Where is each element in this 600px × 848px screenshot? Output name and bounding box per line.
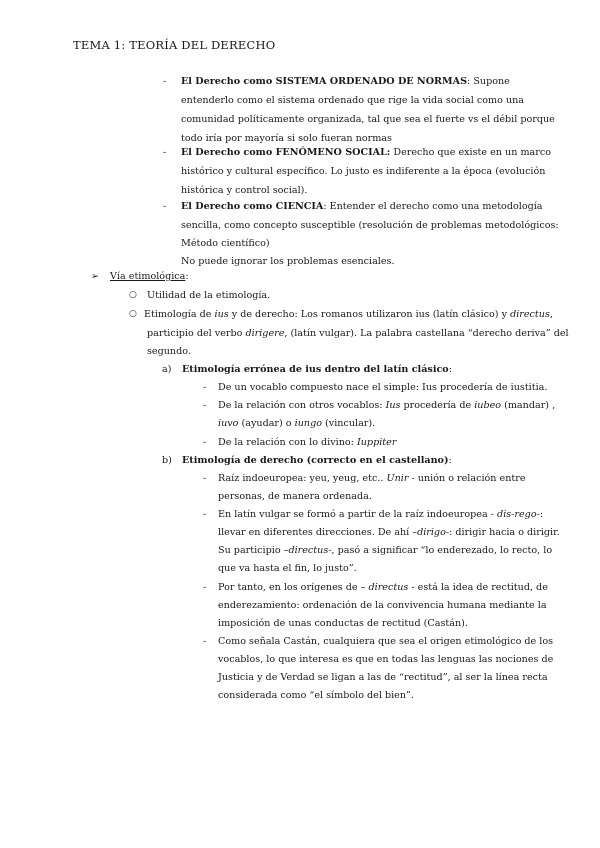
text-run: llevar en diferentes direcciones. De ahí (218, 527, 413, 538)
circle-bullet-icon: ○ (129, 290, 137, 300)
text-run: (mandar) , (501, 400, 556, 411)
concept-title: El Derecho como CIENCIA (181, 201, 324, 212)
text-run: : dirigir hacia o dirigir. (449, 527, 560, 538)
concept-ciencia (181, 197, 543, 216)
text-line: sencilla, como concepto susceptible (resolución de problemas metodológicos: (181, 220, 559, 231)
text-italic: Iuppiter (356, 437, 397, 448)
text-italic: – directus (360, 582, 409, 593)
page-header: TEMA 1: TEORÍA DEL DERECHO (73, 38, 276, 52)
text-line: comunidad políticamente organizada, tal que sea el fuerte vs el débil porque (181, 114, 555, 125)
text-run: , pasó a significar “lo enderezado, lo recto, lo (331, 545, 553, 556)
concept-text: : Entender el derecho como una metodología (323, 201, 543, 212)
text-italic: –dirigo- (412, 527, 450, 538)
text-italic: iungo (294, 418, 322, 429)
text-run: - unión o relación entre (408, 473, 526, 484)
text-run: : (539, 509, 544, 520)
letter-marker: a) (162, 364, 172, 375)
dash-bullet: - (203, 473, 207, 484)
concept-sistema (181, 72, 510, 91)
text-line: De un vocablo compuesto nace el simple: Ius procedería de iustitia. (218, 382, 548, 393)
text-line: todo iría por mayoría si solo fueran normas (181, 133, 392, 144)
concept-text: Derecho que existe en un marco (390, 147, 551, 158)
text-line: vocablos, lo que interesa es que en todas las lenguas las nociones de (218, 654, 554, 665)
text-run: Por tanto, en los orígenes de (218, 582, 361, 593)
text-line (218, 469, 526, 488)
subsection-title: Etimología de derecho (correcto en el castellano) (182, 455, 449, 466)
text-italic: directus (510, 309, 550, 320)
concept-title: El Derecho como FENÓMENO SOCIAL: (181, 147, 391, 158)
concept-fenomeno (181, 143, 551, 162)
section-heading (110, 267, 189, 286)
text-line (218, 414, 375, 433)
text-line: considerada como “el símbolo del bien”. (218, 690, 414, 701)
text-run: procedería de (400, 400, 475, 411)
dash-bullet: - (163, 201, 167, 212)
colon: : (448, 455, 452, 466)
text-italic: iubeo (474, 400, 502, 411)
text-line: Método científico) (181, 238, 270, 249)
arrow-bullet-icon: ➢ (91, 271, 100, 282)
letter-marker: b) (162, 455, 172, 466)
text-line: enderezamiento: ordenación de la convivencia humana mediante la (218, 600, 547, 611)
text-italic: dis-rego- (497, 509, 540, 520)
text-run: Su participio (218, 545, 284, 556)
text-run: Raíz indoeuropea: yeu, yeug, etc.. (218, 473, 387, 484)
text-line: Como señala Castán, cualquiera que sea el origen etimológico de los (218, 636, 554, 647)
subsection-title: Etimología errónea de ius dentro del latín clásico (182, 364, 449, 375)
text-run: y de derecho: Los romanos utilizaron ius (latín clásico) y (228, 309, 511, 320)
text-line: imposición de unas conductas de rectitud (Castán). (218, 618, 468, 629)
text-line (144, 305, 553, 324)
text-line (218, 523, 560, 542)
colon: : (448, 364, 452, 375)
text-run: De la relación con otros vocablos: (218, 400, 386, 411)
text-line: que va hasta el fin, lo justo”. (218, 563, 357, 574)
dash-bullet: - (203, 636, 207, 647)
dash-bullet: - (203, 437, 207, 448)
text-line (218, 433, 396, 452)
dash-bullet: - (203, 400, 207, 411)
dash-bullet: - (203, 382, 207, 393)
text-line: entenderlo como el sistema ordenado que rige la vida social como una (181, 95, 525, 106)
text-run: , (latín vulgar). La palabra castellana “derecho deriva” del (284, 328, 569, 339)
text-line: No puede ignorar los problemas esenciales. (181, 256, 395, 267)
text-line: segundo. (147, 346, 191, 357)
text-line: histórica y control social). (181, 185, 308, 196)
subsection-heading (182, 451, 452, 470)
text-run: Etimología de (144, 309, 215, 320)
text-italic: ius (214, 309, 229, 320)
section-heading-label: Vía etimológica (110, 271, 186, 282)
concept-title: El Derecho como SISTEMA ORDENADO DE NORMAS (181, 76, 468, 87)
text-italic: –directus- (283, 545, 332, 556)
text-italic: Unir (386, 473, 409, 484)
text-run: (ayudar) o (238, 418, 295, 429)
text-run: De la relación con lo divino: (218, 437, 357, 448)
text-line: Utilidad de la etimología. (147, 290, 271, 301)
colon: : (185, 271, 189, 282)
text-line (218, 396, 555, 415)
text-run: - está la idea de rectitud, de (408, 582, 548, 593)
text-line: histórico y cultural específico. Lo justo es indiferente a la época (evolución (181, 166, 546, 177)
subsection-heading (182, 360, 452, 379)
text-italic: Ius (385, 400, 401, 411)
text-run: , (549, 309, 553, 320)
text-line (218, 578, 548, 597)
text-italic: dirigere (245, 328, 285, 339)
text-line (218, 505, 543, 524)
dash-bullet: - (203, 582, 207, 593)
dash-bullet: - (163, 147, 167, 158)
concept-text: : Supone (467, 76, 510, 87)
text-line (218, 541, 552, 560)
circle-bullet-icon: ○ (129, 309, 137, 319)
text-line: personas, de manera ordenada. (218, 491, 372, 502)
dash-bullet: - (163, 76, 167, 87)
text-italic: iuvo (218, 418, 239, 429)
text-line (147, 324, 569, 343)
dash-bullet: - (203, 509, 207, 520)
text-run: participio del verbo (147, 328, 246, 339)
text-run: En latín vulgar se formó a partir de la raíz indoeuropea - (218, 509, 498, 520)
text-run: (vincular). (321, 418, 376, 429)
text-line: Justicia y de Verdad se ligan a las de “rectitud”, al ser la línea recta (218, 672, 548, 683)
